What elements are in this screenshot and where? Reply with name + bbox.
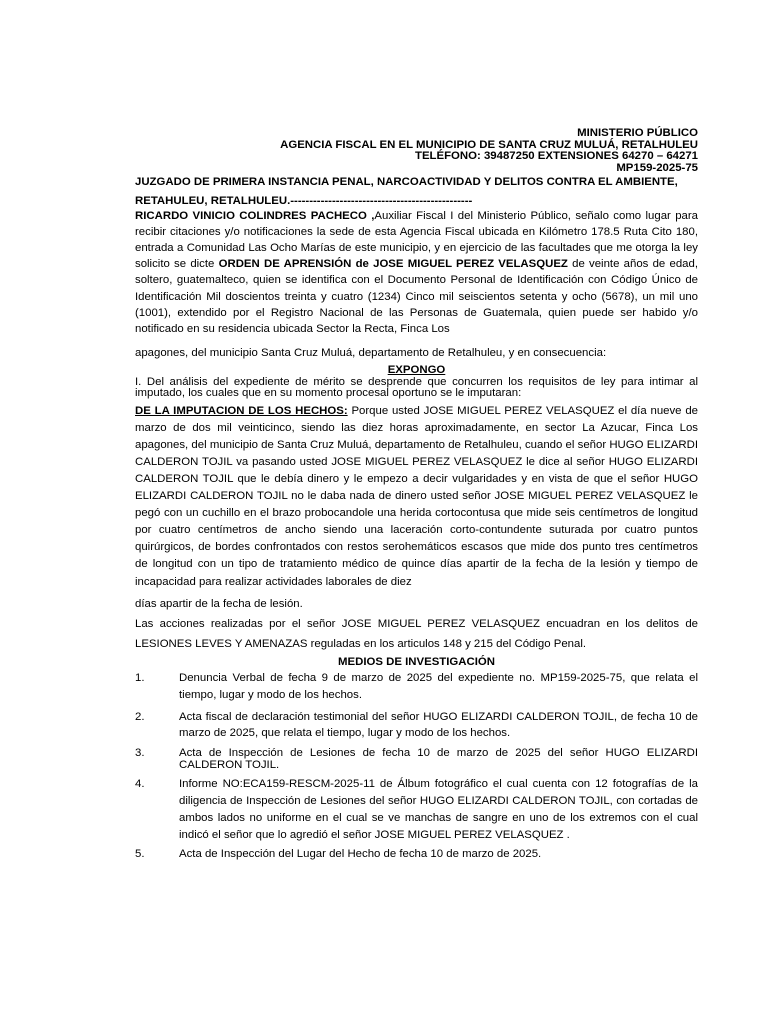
medios-list	[135, 670, 698, 862]
intro-text: Auxiliar Fiscal I del Ministerio Público, señalo como lugar para recibir citaciones y/o notificaciones la sede de esta Agencia Fiscal ubicada en Kilómetro 178.5 Ruta Cito 180, entrada a Comunidad Las Ocho Marías de este municipio, y en ejercicio de las facultades que me otorga la ley solicito se dicte	[135, 209, 699, 271]
imputation-paragraph	[135, 403, 698, 591]
court-addressee: JUZGADO DE PRIMERA INSTANCIA PENAL, NARCOACTIVIDAD Y DELITOS CONTRA EL AMBIENTE,	[135, 176, 678, 188]
agency-name: AGENCIA FISCAL EN EL MUNICIPIO DE SANTA CRUZ MULUÁ, RETALHULEU	[280, 138, 698, 151]
intro-paragraph	[135, 208, 698, 338]
imputation-tail: días apartir de la fecha de lesión.	[135, 597, 303, 610]
intro-text-cont: de veinte años de edad, soltero, guatemalteco, quien se identifica con el Documento Personal de Identificación con Código Único de Identificación Mil doscientos treinta y cuatro (1234) Cinco mil seiscientos setenta y ocho (5678), un mil uno (1001), extendido por el Registro Nacional de las Personas de Guatemala, quien puede ser habido y/o notificado en su residencia ubicada Sector la Recta, Finca Los	[135, 258, 699, 335]
expongo-paragraph: I. Del análisis del expediente de mérito se desprende que concurren los requisitos de ley para intimar al imputado, los cuales que en su momento procesal oportuno se le imputaran:	[135, 375, 698, 400]
list-item: 2. Acta fiscal de declaración testimonial del señor HUGO ELIZARDI CALDERON TOJIL, de fecha 10 de marzo de 2025, que relata el tiempo, lugar y modo de los hechos.	[135, 710, 698, 739]
court-location: RETAHULEU, RETALHULEU.------------------------------------------------	[135, 194, 473, 207]
case-number: MP159-2025-75	[616, 161, 698, 174]
imputation-heading: DE LA IMPUTACION DE LOS HECHOS:	[135, 404, 348, 417]
list-item: 4. Informe NO:ECA159-RESCM-2025-11 de Álbum fotográfico el cual cuenta con 12 fotografías de la diligencia de Inspección de Lesiones del señor HUGO ELIZARDI CALDERON TOJIL, con cortadas de ambos lados no uniforme en el cual se ve manchas de sangre en uno de los extremos con el cual indicó el señor que lo agredió el señor JOSE MIGUEL PEREZ VELASQUEZ .	[135, 777, 698, 841]
agency-phone: TELÉFONO: 39487250 EXTENSIONES 64270 – 64271	[414, 150, 698, 162]
list-item: 1. Denuncia Verbal de fecha 9 de marzo de 2025 del expediente no. MP159-2025-75, que relata el tiempo, lugar y modo de los hechos.	[135, 671, 698, 701]
letterhead	[135, 128, 698, 174]
intro-paragraph-end: apagones, del municipio Santa Cruz Muluá, departamento de Retalhuleu, y en consecuencia:	[135, 347, 607, 360]
document-page	[135, 128, 698, 862]
institution-name: MINISTERIO PÚBLICO	[577, 127, 698, 139]
expongo-heading: EXPONGO	[387, 364, 446, 377]
acciones-paragraph: Las acciones realizadas por el señor JOSE MIGUEL PEREZ VELASQUEZ encuadran en los delitos de LESIONES LEVES Y AMENAZAS reguladas en los articulos 148 y 215 del Código Penal.	[135, 617, 698, 650]
arrest-order: ORDEN DE APRENSIÓN de JOSE MIGUEL PEREZ VELASQUEZ	[218, 258, 568, 271]
medios-heading: MEDIOS DE INVESTIGACIÓN	[338, 655, 495, 668]
prosecutor-name: RICARDO VINICIO COLINDRES PACHECO ,	[135, 209, 375, 222]
list-item: 3. Acta de Inspección de Lesiones de fecha 10 de marzo de 2025 del señor HUGO ELIZARDI CALDERON TOJIL.	[135, 746, 698, 771]
imputation-text: Porque usted JOSE MIGUEL PEREZ VELASQUEZ el día nueve de marzo de dos mil veinticinco, siendo las diez horas aproximadamente, en sector La Azucar, Finca Los apagones, del municipio de Santa Cruz Muluá, departamento de Retalhuleu, cuando el señor HUGO ELIZARDI CALDERON TOJIL va pasando usted JOSE MIGUEL PEREZ VELASQUEZ le dice al señor HUGO ELIZARDI CALDERON TOJIL que le debía dinero y le empezo a decir vulgaridades y en vista de que el señor HUGO ELIZARDI CALDERON TOJIL no le daba nada de dinero usted señor JOSE MIGUEL PEREZ VELASQUEZ le pegó con un cuchillo en el brazo probocandole una herida cortocontusa que mide seis centímetros de longitud por cuatro centímetros de ancho siendo una laceración corto-contundente suturada por cuatro puntos quirúrgicos, de bordes confrontados con restos serohemáticos escasos que mide dos punto tres centímetros de longitud con un tipo de tratamiento médico de quince días apartir de la fecha de la lesión y tiempo de incapacidad para realizar actividades laborales de diez	[135, 404, 698, 588]
list-item: 5. Acta de Inspección del Lugar del Hecho de fecha 10 de marzo de 2025.	[135, 847, 542, 860]
